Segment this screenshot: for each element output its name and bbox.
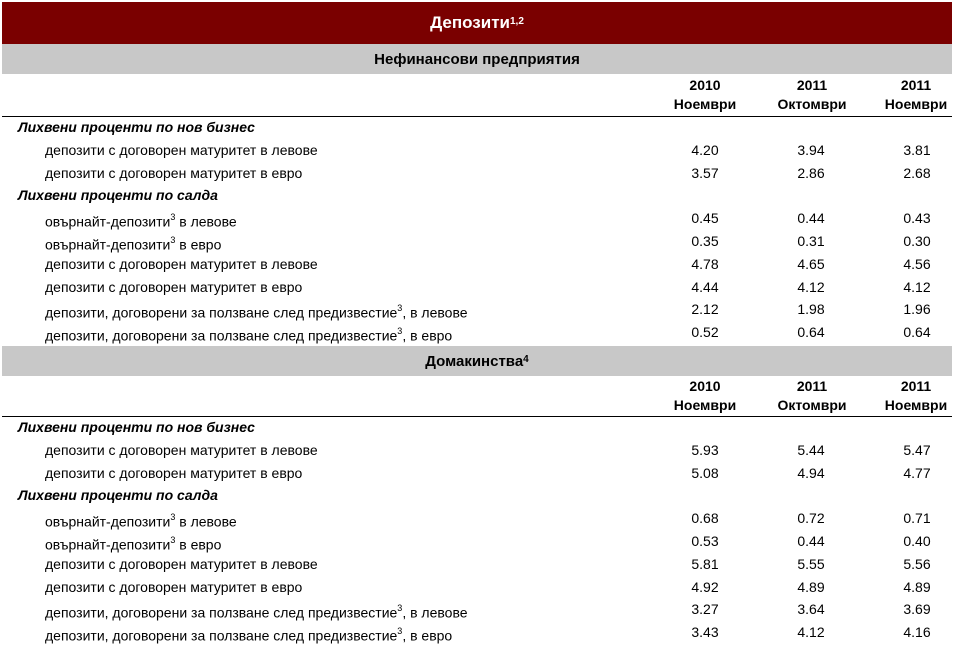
row-value: 4.89	[903, 578, 931, 595]
row-value: 1.98	[797, 301, 825, 318]
row-value: 5.55	[797, 555, 825, 572]
row-value: 1.96	[903, 301, 931, 318]
table-row	[0, 439, 954, 462]
row-label: депозити, договорени за ползване след предизвестие$^3$, в левове	[45, 303, 468, 322]
column-year: 2010	[689, 77, 721, 93]
row-label: депозити с договорен матуритет в евро	[45, 578, 303, 595]
row-value: 5.47	[903, 441, 931, 458]
row-value: 2.12	[691, 301, 719, 318]
column-year: 2011	[900, 77, 932, 93]
row-value: 3.57	[691, 164, 719, 181]
column-year: 2011	[796, 77, 828, 93]
table-title-footnote: 1,2	[509, 15, 524, 27]
footnote-marker: 3	[397, 626, 403, 637]
table-row	[0, 230, 954, 253]
table-row	[0, 530, 954, 553]
section-heading	[2, 346, 952, 376]
row-value: 0.40	[903, 533, 931, 549]
row-label: депозити с договорен матуритет в левове	[45, 255, 318, 272]
row-value: 3.64	[797, 601, 825, 618]
footnote-marker: 3	[170, 235, 176, 245]
row-value: 0.43	[903, 210, 931, 227]
row-value: 4.12	[797, 278, 825, 295]
row-value: 5.08	[691, 464, 719, 481]
column-year: 2010	[689, 378, 721, 394]
footnote-marker: 3	[170, 512, 176, 523]
table-row	[0, 598, 954, 621]
row-value: 5.81	[691, 555, 719, 572]
column-header	[766, 76, 858, 114]
table-row	[0, 162, 954, 185]
footnote-marker: 3	[397, 603, 403, 614]
row-label: овърнайт-депозити$^3$ в евро	[45, 535, 222, 553]
group-row	[0, 116, 954, 139]
row-value: 3.94	[797, 141, 825, 158]
column-header	[666, 76, 744, 114]
column-header	[766, 377, 858, 415]
row-label: Лихвени проценти по салда	[18, 187, 218, 204]
row-value: 0.64	[903, 324, 931, 341]
row-value: 0.68	[691, 510, 719, 527]
row-value: 0.30	[903, 233, 931, 249]
table-row	[0, 621, 954, 644]
row-value: 0.31	[797, 233, 825, 249]
section-heading	[2, 44, 952, 74]
column-month: Ноември	[673, 397, 737, 413]
row-value: 0.44	[797, 210, 825, 227]
row-value: 5.44	[797, 441, 825, 458]
row-value: 0.45	[691, 210, 719, 227]
table-title-text: Депозити	[430, 13, 510, 32]
row-value: 4.65	[797, 255, 825, 272]
row-label: овърнайт-депозити$^3$ в левове	[45, 212, 237, 230]
row-value: 2.86	[797, 164, 825, 181]
table-row	[0, 298, 954, 321]
footnote-marker: 3	[397, 303, 403, 314]
row-value: 4.77	[903, 464, 931, 481]
table-row	[0, 321, 954, 344]
row-label: депозити, договорени за ползване след предизвестие$^3$, в евро	[45, 626, 453, 644]
row-value: 0.71	[903, 510, 931, 527]
row-value: 0.64	[797, 324, 825, 341]
column-month: Ноември	[884, 397, 948, 413]
row-value: 3.27	[691, 601, 719, 618]
row-value: 5.93	[691, 441, 719, 458]
row-value: 0.53	[691, 533, 719, 549]
column-header	[876, 377, 954, 415]
row-label: овърнайт-депозити$^3$ в левове	[45, 512, 237, 530]
footnote-marker: 3	[170, 212, 176, 223]
group-row	[0, 484, 954, 507]
row-value: 0.44	[797, 533, 825, 549]
row-value: 4.12	[903, 278, 931, 295]
row-value: 4.92	[691, 578, 719, 595]
row-value: 3.69	[903, 601, 931, 618]
row-value: 3.81	[903, 141, 931, 158]
row-label: депозити с договорен матуритет в евро	[45, 164, 303, 181]
row-value: 3.43	[691, 624, 719, 641]
row-label: Лихвени проценти по нов бизнес	[18, 419, 255, 435]
section-heading-text: Домакинства	[425, 352, 524, 370]
column-month: Ноември	[884, 96, 948, 112]
row-value: 5.56	[903, 555, 931, 572]
group-row	[0, 184, 954, 207]
column-month: Октомври	[777, 96, 847, 112]
column-month: Ноември	[673, 96, 737, 112]
group-row	[0, 416, 954, 439]
table-row	[0, 276, 954, 299]
section-heading-footnote: 4	[523, 353, 529, 365]
row-value: 2.68	[903, 164, 931, 181]
row-value: 4.20	[691, 141, 719, 158]
row-value: 4.12	[797, 624, 825, 641]
table-row	[0, 576, 954, 599]
row-label: Лихвени проценти по нов бизнес	[18, 119, 255, 135]
table-row	[0, 139, 954, 162]
table-row	[0, 207, 954, 230]
column-year: 2011	[796, 378, 828, 394]
table-row	[0, 253, 954, 276]
table-title	[2, 2, 952, 44]
row-value: 0.35	[691, 233, 719, 249]
column-header	[666, 377, 744, 415]
row-label: депозити, договорени за ползване след предизвестие$^3$, в левове	[45, 603, 468, 622]
column-year: 2011	[900, 378, 932, 394]
row-value: 4.89	[797, 578, 825, 595]
row-value: 4.44	[691, 278, 719, 295]
row-label: депозити с договорен матуритет в левове	[45, 555, 318, 572]
row-value: 4.56	[903, 255, 931, 272]
column-month: Октомври	[777, 397, 847, 413]
table-row	[0, 553, 954, 576]
row-label: депозити с договорен матуритет в левове	[45, 141, 318, 158]
row-label: овърнайт-депозити$^3$ в евро	[45, 235, 222, 253]
row-label: депозити, договорени за ползване след предизвестие$^3$, в евро	[45, 326, 453, 344]
row-value: 0.52	[691, 324, 719, 341]
row-label: депозити с договорен матуритет в евро	[45, 464, 303, 481]
footnote-marker: 3	[397, 326, 403, 337]
column-header	[876, 76, 954, 114]
row-label: Лихвени проценти по салда	[18, 487, 218, 504]
footnote-marker: 3	[170, 535, 176, 545]
table-row	[0, 507, 954, 530]
row-value: 4.16	[903, 624, 931, 641]
section-heading-text: Нефинансови предприятия	[374, 50, 580, 68]
row-label: депозити с договорен матуритет в евро	[45, 278, 303, 295]
row-value: 0.72	[797, 510, 825, 527]
row-value: 4.78	[691, 255, 719, 272]
row-label: депозити с договорен матуритет в левове	[45, 441, 318, 458]
row-value: 4.94	[797, 464, 825, 481]
table-row	[0, 462, 954, 485]
